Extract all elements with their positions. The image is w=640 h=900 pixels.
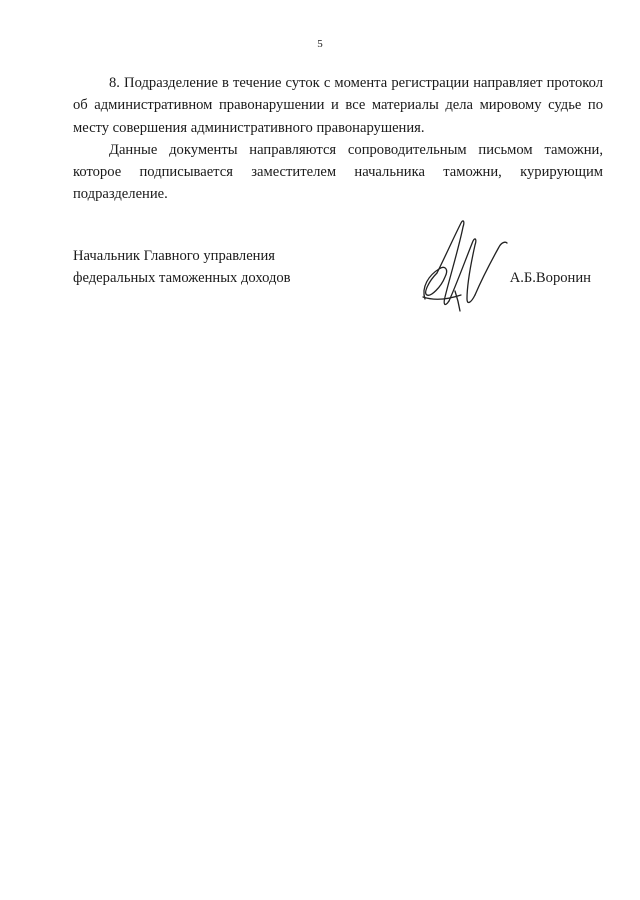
paragraph-8: 8. Подразделение в течение суток с момента регистрации направляет протокол об административном правонарушении и все материалы дела мировому судье по месту совершения административного правонарушения. bbox=[73, 75, 603, 136]
document-body bbox=[73, 72, 603, 206]
signature-block bbox=[73, 245, 603, 315]
signer-position-line-2: федеральных таможенных доходов bbox=[73, 270, 291, 287]
signer-position bbox=[73, 245, 373, 290]
signer-name: А.Б.Воронин bbox=[509, 270, 591, 286]
page-number: 5 bbox=[317, 38, 323, 50]
signer-position-line-1: Начальник Главного управления bbox=[73, 248, 276, 264]
paragraph-cover-letter: Данные документы направляются сопроводительным письмом таможни, которое подписывается заместителем начальника таможни, курирующим подразделение. bbox=[73, 141, 603, 203]
handwritten-signature bbox=[415, 217, 515, 313]
